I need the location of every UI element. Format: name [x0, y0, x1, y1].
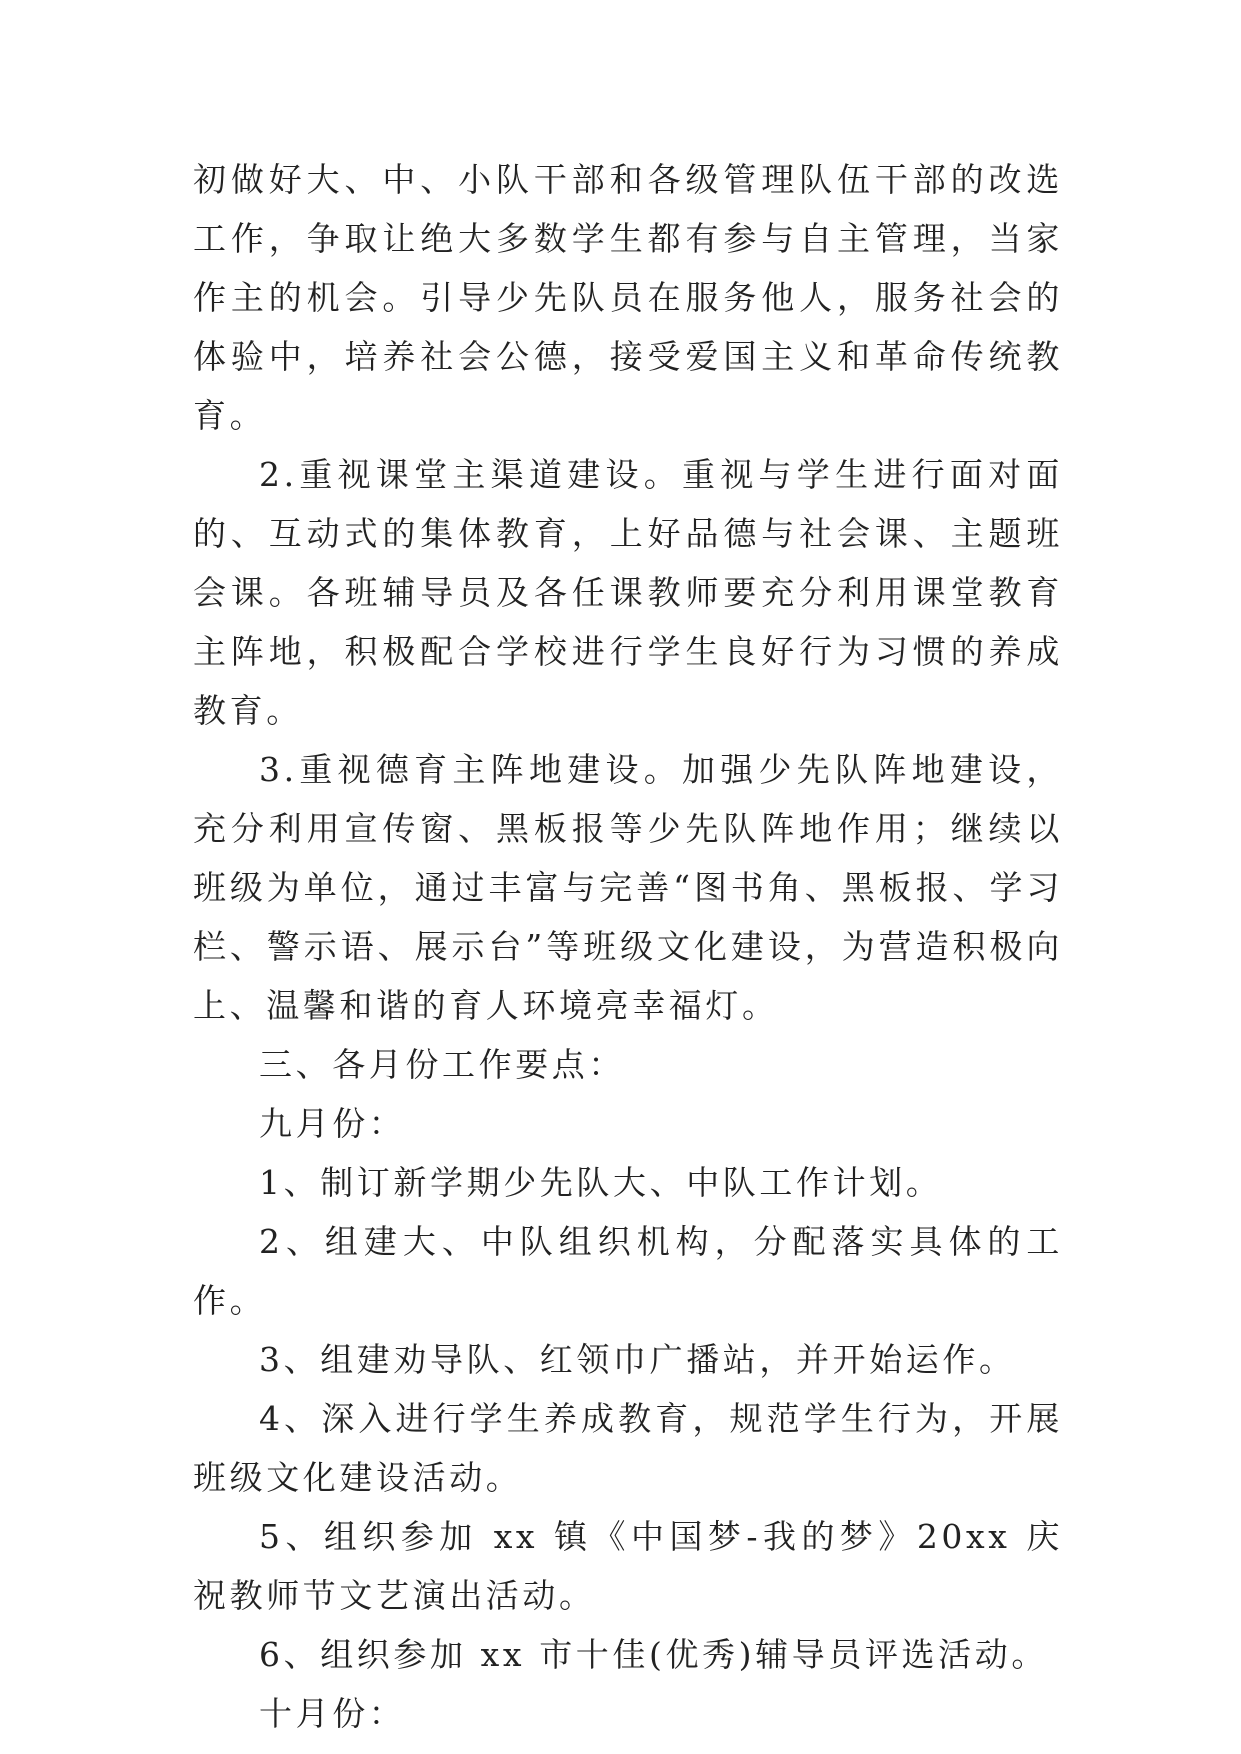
paragraph-3: 3.重视德育主阵地建设。加强少先队阵地建设，充分利用宣传窗、黑板报等少先队阵地作用；继续以班级为单位，通过丰富与完善“图书角、黑板报、学习栏、警示语、展示台”等班级文化建设，为营造积极向上、温馨和谐的育人环境亮幸福灯。 [193, 750, 1063, 1025]
list-item-5: 5、组织参加 xx 镇《中国梦-我的梦》20xx 庆祝教师节文艺演出活动。 [193, 1517, 1063, 1615]
section-heading-monthly-points: 三、各月份工作要点： [259, 1045, 625, 1084]
list-item-1: 1、制订新学期少先队大、中队工作计划。 [259, 1163, 943, 1202]
list-item-3: 3、组建劝导队、红领巾广播站，并开始运作。 [259, 1340, 1016, 1379]
list-item-2: 2、组建大、中队组织机构，分配落实具体的工作。 [193, 1222, 1063, 1320]
month-heading-october: 十月份： [259, 1694, 406, 1733]
list-item-6: 6、组织参加 xx 市十佳(优秀)辅导员评选活动。 [259, 1635, 1048, 1674]
month-heading-september: 九月份： [259, 1104, 406, 1143]
list-item-4: 4、深入进行学生养成教育，规范学生行为，开展班级文化建设活动。 [193, 1399, 1063, 1497]
paragraph-1: 初做好大、中、小队干部和各级管理队伍干部的改选工作，争取让绝大多数学生都有参与自主管理，当家作主的机会。引导少先队员在服务他人，服务社会的体验中，培养社会公德，接受爱国主义和革命传统教育。 [193, 160, 1063, 435]
document-page [193, 150, 1063, 1743]
paragraph-2: 2.重视课堂主渠道建设。重视与学生进行面对面的、互动式的集体教育，上好品德与社会课、主题班会课。各班辅导员及各任课教师要充分利用课堂教育主阵地，积极配合学校进行学生良好行为习惯的养成教育。 [193, 455, 1063, 730]
